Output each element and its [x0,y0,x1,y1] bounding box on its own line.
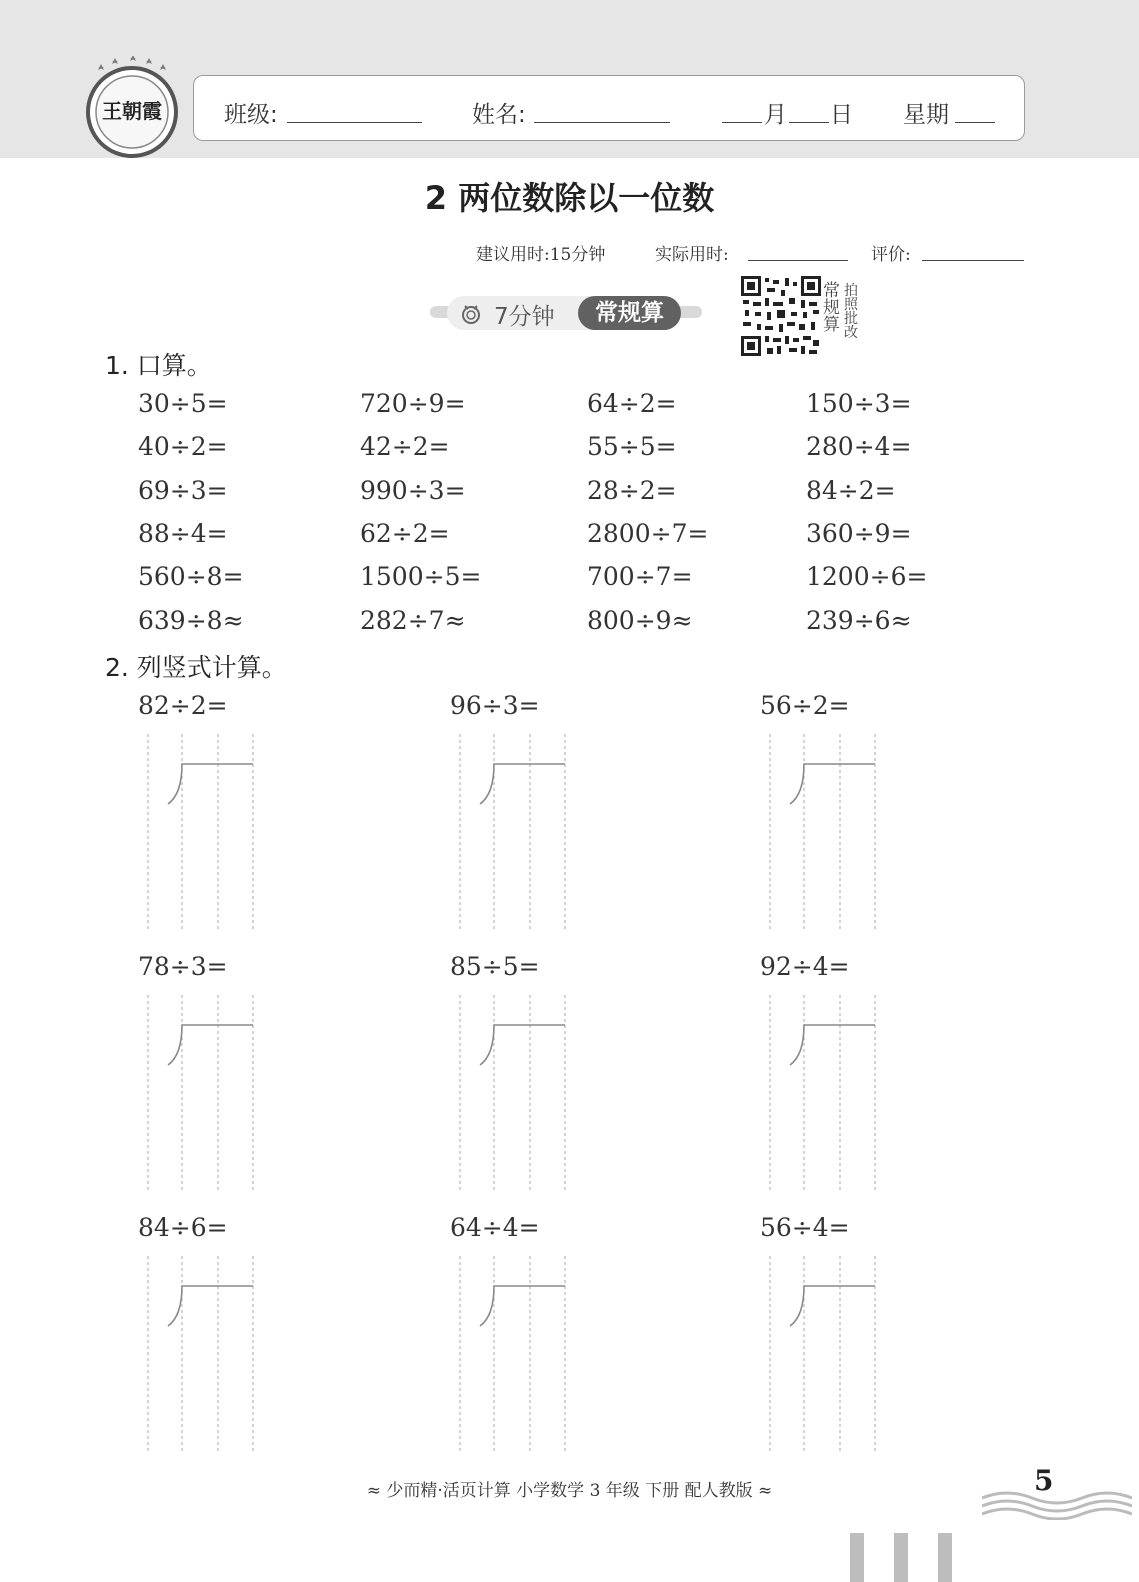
oral-problem: 30÷5= [138,389,228,418]
qr-code-icon[interactable] [741,276,821,356]
long-division-problem: 78÷3= [138,952,228,981]
long-division-frame[interactable] [452,995,572,1190]
side-tab-2 [894,1533,908,1582]
day-label: 日 [830,102,853,128]
weekday-field[interactable] [955,122,995,123]
class-label: 班级: [224,102,278,128]
long-division-problem: 84÷6= [138,1213,228,1242]
wave-decoration-icon [982,1478,1132,1520]
section-1-heading: 1. 口算。 [105,351,212,380]
long-division-problem: 96÷3= [450,691,540,720]
brand-logo-icon [84,56,180,160]
suggested-time: 建议用时:15分钟 [476,245,606,265]
long-division-frame[interactable] [762,995,882,1190]
page-title: 2 两位数除以一位数 [424,179,715,217]
evaluation-label: 评价: [871,245,911,265]
long-division-frame[interactable] [452,1256,572,1451]
long-division-frame[interactable] [140,734,260,929]
oral-problem: 560÷8= [138,562,244,591]
oral-problem: 800÷9≈ [587,606,693,635]
oral-problem: 55÷5= [587,432,677,461]
oral-problem: 639÷8≈ [138,606,244,635]
long-division-frame[interactable] [140,1256,260,1451]
actual-time-field[interactable] [748,260,848,261]
oral-problem: 239÷6≈ [806,606,912,635]
long-division-frame[interactable] [762,734,882,929]
oral-problem: 1200÷6= [806,562,928,591]
qr-caption-right: 拍 照 批 改 [844,283,858,341]
class-field[interactable] [287,122,422,123]
long-division-problem: 82÷2= [138,691,228,720]
oral-problem: 42÷2= [360,432,450,461]
evaluation-field[interactable] [922,260,1024,261]
long-division-problem: 85÷5= [450,952,540,981]
oral-problem: 64÷2= [587,389,677,418]
badge-tag: 常规算 [578,296,681,330]
long-division-frame[interactable] [452,734,572,929]
side-tab-3 [938,1533,952,1582]
oral-problem: 84÷2= [806,476,896,505]
day-field[interactable] [789,122,829,123]
oral-problem: 62÷2= [360,519,450,548]
actual-time-label: 实际用时: [655,245,729,265]
name-field[interactable] [534,122,670,123]
weekday-label: 星期 [903,102,949,128]
oral-problem: 990÷3= [360,476,466,505]
oral-problem: 1500÷5= [360,562,482,591]
oral-problem: 280÷4= [806,432,912,461]
long-division-frame[interactable] [140,995,260,1190]
long-division-problem: 56÷2= [760,691,850,720]
oral-problem: 28÷2= [587,476,677,505]
logo-text: 王朝霞 [102,99,162,123]
month-field[interactable] [722,122,762,123]
qr-caption-left: 常 规 算 [823,281,840,335]
oral-problem: 40÷2= [138,432,228,461]
oral-problem: 282÷7≈ [360,606,466,635]
page-number: 5 [1034,1464,1054,1497]
long-division-frame[interactable] [762,1256,882,1451]
footer-text: ≈ 少而精·活页计算 小学数学 3 年级 下册 配人教版 ≈ [366,1481,773,1501]
oral-problem: 69÷3= [138,476,228,505]
oral-problem: 700÷7= [587,562,693,591]
oral-problem: 88÷4= [138,519,228,548]
oral-problem: 150÷3= [806,389,912,418]
medal-icon [459,302,483,326]
badge-time: 7分钟 [494,304,555,330]
month-label: 月 [764,102,787,128]
side-tab-1 [850,1533,864,1582]
long-division-problem: 56÷4= [760,1213,850,1242]
section-2-heading: 2. 列竖式计算。 [105,653,287,682]
oral-problem: 720÷9= [360,389,466,418]
long-division-problem: 64÷4= [450,1213,540,1242]
oral-problem: 2800÷7= [587,519,709,548]
name-label: 姓名: [472,102,526,128]
long-division-problem: 92÷4= [760,952,850,981]
student-info-box [193,75,1025,141]
oral-problem: 360÷9= [806,519,912,548]
